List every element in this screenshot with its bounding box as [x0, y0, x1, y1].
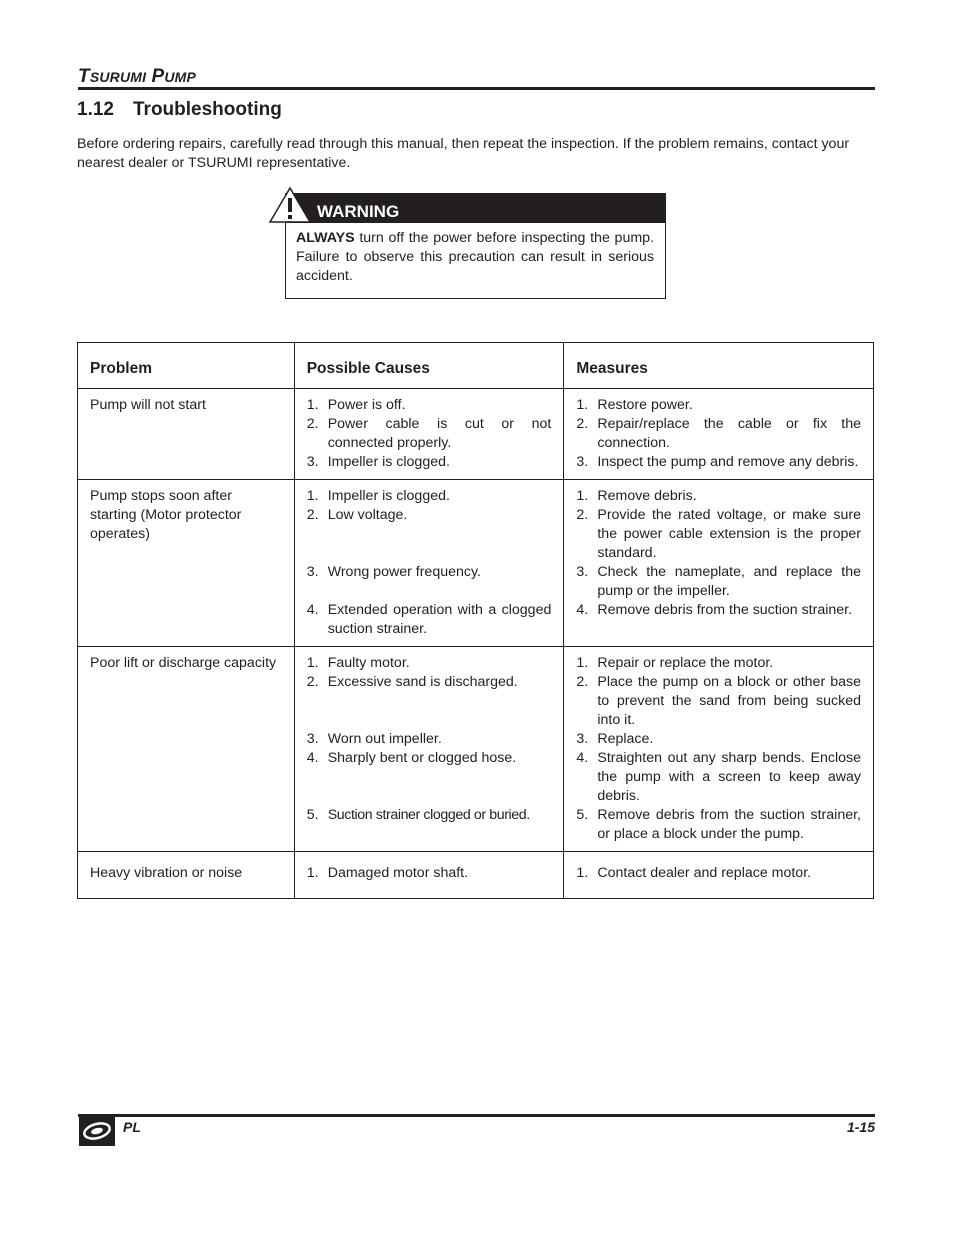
- causes-cell: [294, 480, 564, 647]
- causes-cell: [294, 852, 564, 899]
- troubleshooting-table: [77, 342, 874, 899]
- problem-cell: Heavy vibration or noise: [78, 852, 295, 899]
- warning-header-bar: [286, 194, 665, 223]
- measures-cell: [564, 852, 874, 899]
- header-rule: [78, 87, 875, 90]
- warning-text: [296, 229, 654, 286]
- intro-paragraph: Before ordering repairs, carefully read through this manual, then repeat the inspection. If the problem remains, contact your nearest dealer or TSURUMI representative.: [77, 136, 850, 171]
- column-header: Problem: [78, 343, 295, 389]
- brand-word: SURUMI: [89, 69, 147, 85]
- column-header: Measures: [564, 343, 874, 389]
- list-item: 1. Impeller is clogged.: [306, 488, 450, 504]
- table-row: [78, 480, 874, 647]
- list-item: 3. Wrong power frequency.: [306, 564, 481, 580]
- section-title: [77, 99, 282, 121]
- problem-cell: Poor lift or discharge capacity: [78, 647, 295, 852]
- list-item: 3. Check the nameplate, and replace the pump or the impeller.: [576, 564, 861, 599]
- brand-letter: P: [151, 66, 165, 87]
- warning-label: WARNING: [317, 202, 400, 221]
- measures-cell: [564, 647, 874, 852]
- list-item: 4. Sharply bent or clogged hose.: [306, 750, 517, 766]
- table-row: [78, 852, 874, 899]
- table-row: [78, 647, 874, 852]
- warning-box: [285, 193, 666, 299]
- tsurumi-logo-icon: [79, 1114, 115, 1146]
- list-item: 4. Extended operation with a clogged suction strainer.: [306, 602, 552, 637]
- list-item: 3. Impeller is clogged.: [306, 454, 450, 470]
- list-item: 5. Remove debris from the suction strainer, or place a block under the pump.: [576, 807, 861, 842]
- list-item: 1. Repair or replace the motor.: [576, 655, 774, 671]
- list-item: 4. Remove debris from the suction strainer.: [576, 602, 853, 618]
- brand-letter: T: [78, 66, 90, 87]
- causes-cell: [294, 389, 564, 480]
- section-number: 1.12: [77, 99, 114, 120]
- column-header: Possible Causes: [294, 343, 564, 389]
- list-item: 1. Remove debris.: [576, 488, 697, 504]
- warning-body: turn off the power before inspecting the pump. Failure to observe this precaution can result in serious accident.: [296, 230, 654, 284]
- measures-cell: [564, 389, 874, 480]
- section-heading: Troubleshooting: [133, 99, 282, 120]
- brand-header: [78, 66, 196, 88]
- list-item: 2. Provide the rated voltage, or make sure the power cable extension is the proper standard.: [576, 507, 861, 561]
- footer-rule: [78, 1114, 875, 1117]
- list-item: 1. Faulty motor.: [306, 655, 410, 671]
- list-item: 2. Power cable is cut or not connected properly.: [306, 416, 552, 451]
- list-item: 4. Straighten out any sharp bends. Enclose the pump with a screen to keep away debris.: [576, 750, 861, 804]
- table-header-row: [78, 343, 874, 389]
- list-item: 1. Damaged motor shaft.: [306, 865, 469, 881]
- list-item: 1. Power is off.: [306, 397, 406, 413]
- list-item: 3. Worn out impeller.: [306, 731, 442, 747]
- footer-model: PL: [123, 1119, 141, 1135]
- list-item: 2. Excessive sand is discharged.: [306, 674, 518, 690]
- warning-triangle-icon: [268, 186, 312, 224]
- list-item: 3. Replace.: [576, 731, 654, 747]
- list-item: 5. Suction strainer clogged or buried.: [306, 807, 530, 823]
- measures-cell: [564, 480, 874, 647]
- page-number: 1-15: [846, 1119, 875, 1135]
- problem-cell: Pump will not start: [78, 389, 295, 480]
- warning-lead: ALWAYS: [296, 230, 355, 246]
- table-row: [78, 389, 874, 480]
- list-item: 2. Low voltage.: [306, 507, 408, 523]
- causes-cell: [294, 647, 564, 852]
- problem-cell: Pump stops soon after starting (Motor protector operates): [78, 480, 295, 647]
- list-item: 1. Contact dealer and replace motor.: [576, 865, 812, 881]
- list-item: 3. Inspect the pump and remove any debris.: [576, 454, 859, 470]
- list-item: 2. Place the pump on a block or other base to prevent the sand from being sucked into it.: [576, 674, 861, 728]
- list-item: 1. Restore power.: [576, 397, 693, 413]
- list-item: 2. Repair/replace the cable or fix the connection.: [576, 416, 861, 451]
- brand-word: UMP: [164, 69, 197, 85]
